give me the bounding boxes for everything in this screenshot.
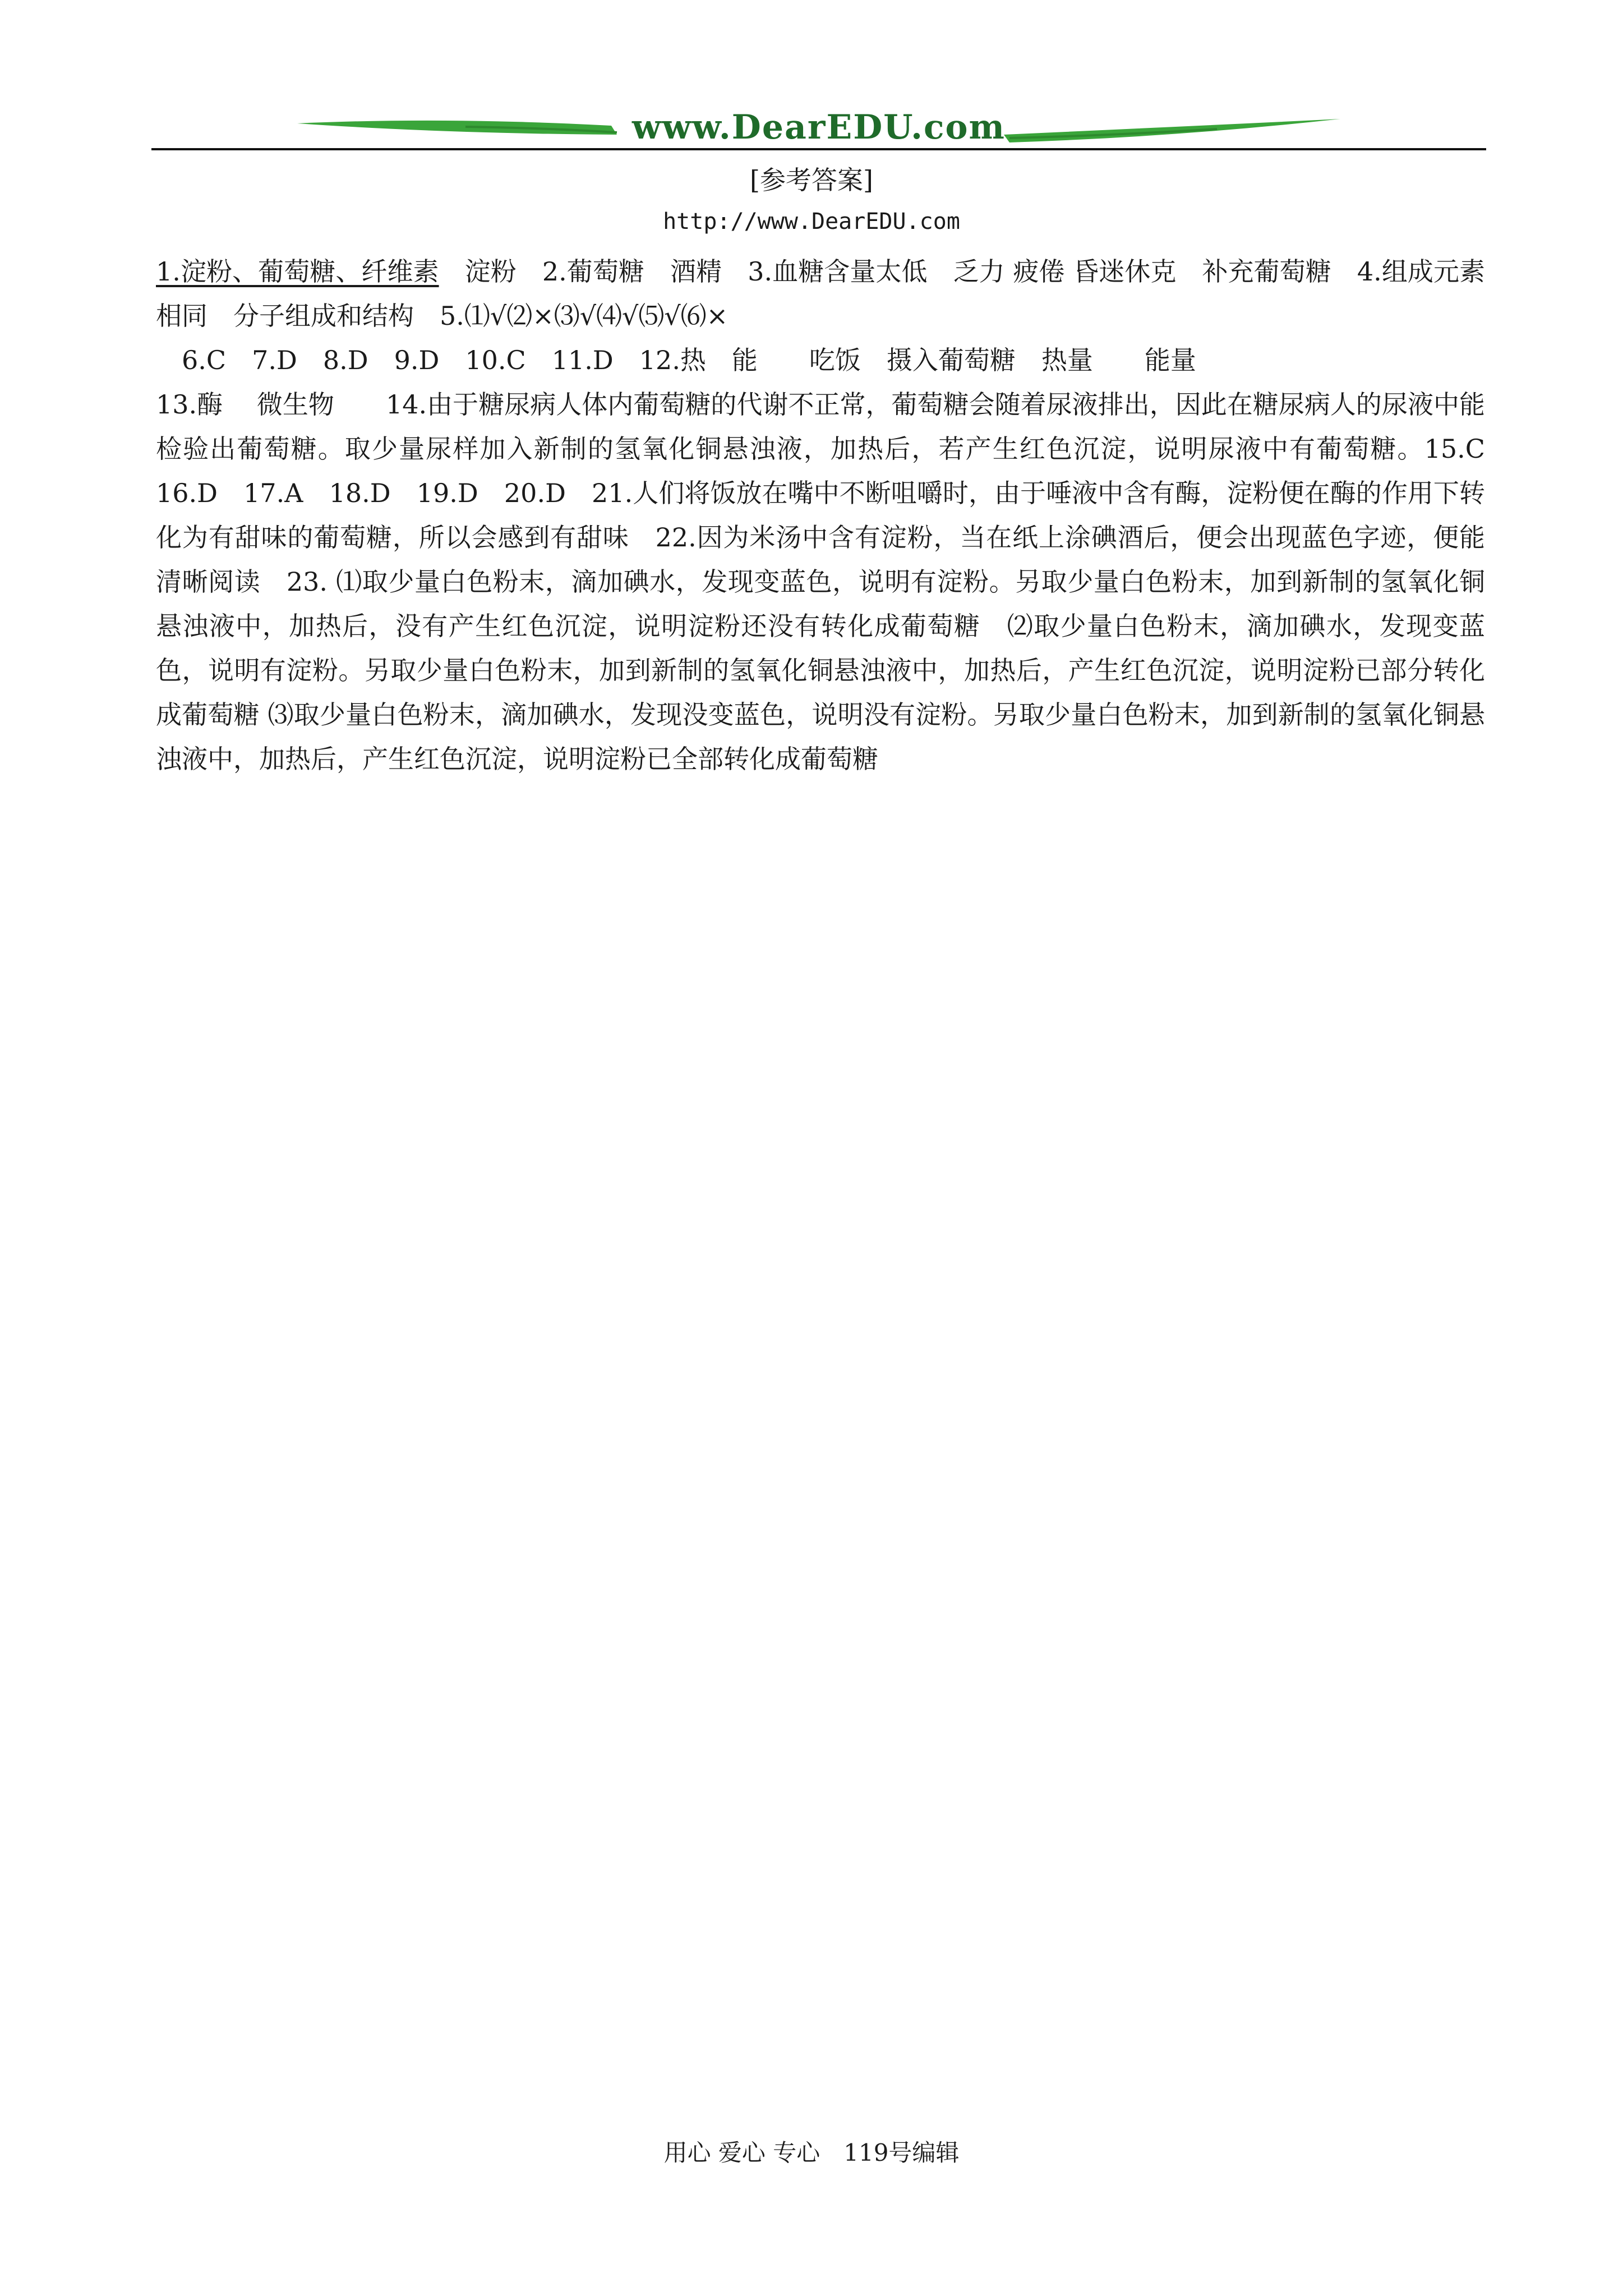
page-footer: 用心 爱心 专心 119号编辑: [663, 2139, 960, 2166]
answers-1-5-text: 淀粉 2.葡萄糖 酒精 3.血糖含量太低 乏力 疲倦 昏迷休克 补充葡萄糖 4.组成元素相同 分子组成和结构 5.⑴√⑵×⑶√⑷√⑸√⑹×: [156, 256, 1486, 331]
answers-paragraph-2: 6.C 7.D 8.D 9.D 10.C 11.D 12.热 能 吃饭 摄入葡萄糖 热量 能量: [182, 345, 1196, 375]
site-logo-text: www.DearEDU.com: [631, 108, 1006, 147]
site-url: http://www.DearEDU.com: [663, 209, 960, 234]
answer-1-underlined: 1.淀粉、葡萄糖、纤维素: [156, 256, 439, 287]
answers-paragraph-1: [156, 250, 1485, 338]
answers-body: [156, 250, 1511, 781]
site-header-banner: [151, 107, 1486, 151]
answers-paragraph-3: 13.酶 微生物 14.由于糖尿病人体内葡萄糖的代谢不正常，葡萄糖会随着尿液排出，因此在糖尿病人的尿液中能检验出葡萄糖。取少量尿样加入新制的氢氧化铜悬浊液，加热后，若产生红色沉淀，说明尿液中有葡萄糖。15.C 16.D 17.A 18.D 19.D 20.D 21.人们将饭放在嘴中不断咀嚼时，由于唾液中含有酶，淀粉便在酶的作用下转化为有甜味的葡萄糖，所以会感到有甜味 22.因为米汤中含有淀粉，当在纸上涂碘酒后，便会出现蓝色字迹，便能清晰阅读 23. ⑴取少量白色粉末，滴加碘水，发现变蓝色，说明有淀粉。另取少量白色粉末，加到新制的氢氧化铜悬浊液中，加热后，没有产生红色沉淀，说明淀粉还没有转化成葡萄糖 ⑵取少量白色粉末，滴加碘水，发现变蓝色，说明有淀粉。另取少量白色粉末，加到新制的氢氧化铜悬浊液中，加热后，产生红色沉淀，说明淀粉已部分转化成葡萄糖 ⑶取少量白色粉末，滴加碘水，发现没变蓝色，说明没有淀粉。另取少量白色粉末，加到新制的氢氧化铜悬浊液中，加热后，产生红色沉淀，说明淀粉已全部转化成葡萄糖: [156, 389, 1511, 774]
header-rule: [151, 148, 1486, 150]
reference-answers-title: [参考答案]: [750, 165, 873, 195]
